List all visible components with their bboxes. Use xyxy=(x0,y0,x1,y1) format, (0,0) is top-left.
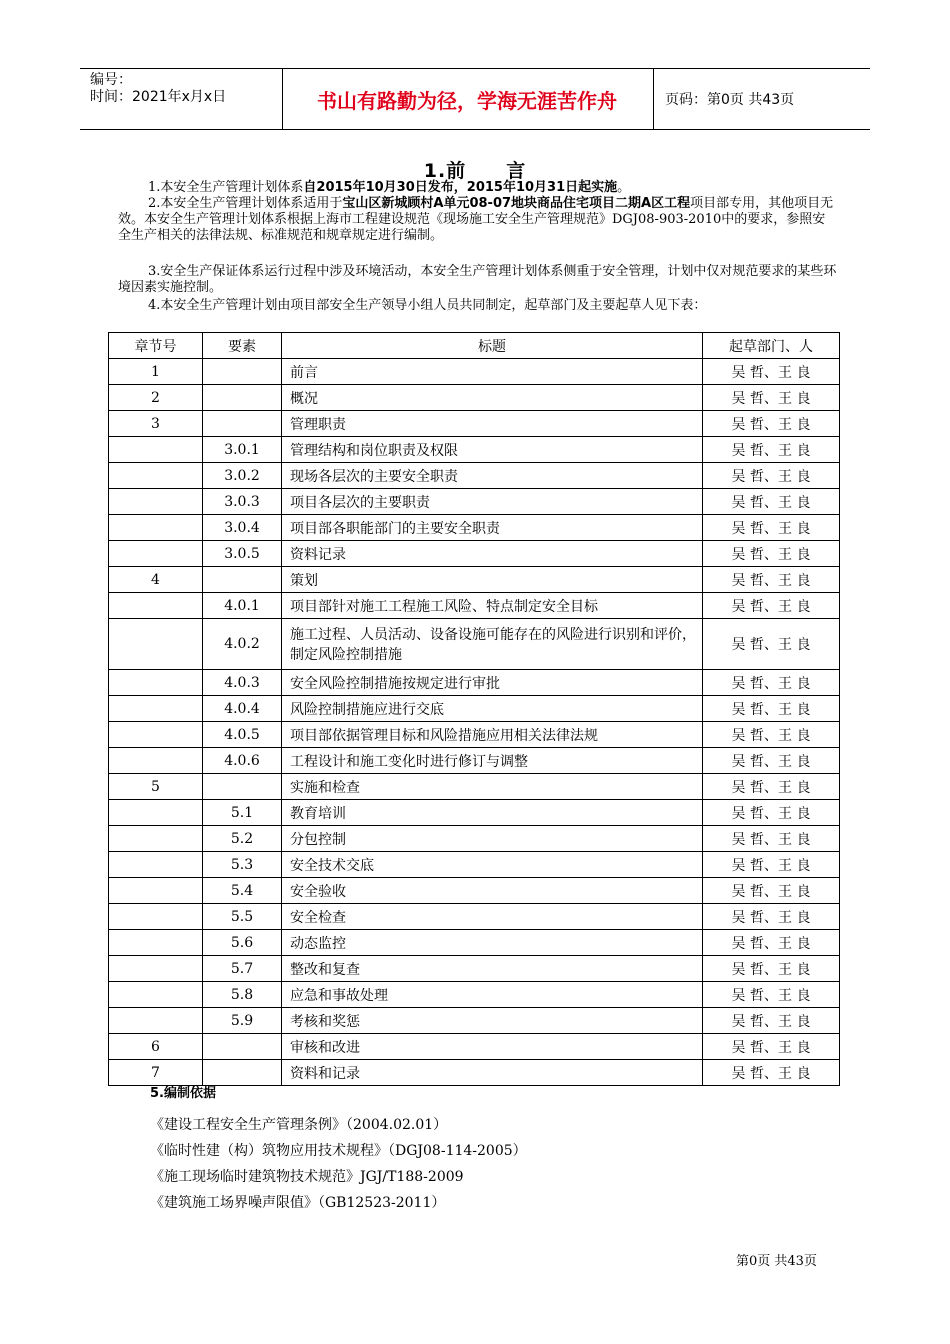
reference-item: 《建设工程安全生产管理条例》（2004.02.01） xyxy=(150,1117,448,1133)
cell-element xyxy=(203,385,282,411)
cell-element: 5.4 xyxy=(203,878,282,904)
table-row xyxy=(109,593,840,619)
cell-title: 施工过程、人员活动、设备设施可能存在的风险进行识别和评价，制定风险控制措施 xyxy=(282,619,703,670)
cell-chapter xyxy=(109,463,203,489)
cell-title: 现场各层次的主要安全职责 xyxy=(282,463,703,489)
cell-title: 项目部针对施工工程施工风险、特点制定安全目标 xyxy=(282,593,703,619)
cell-title: 风险控制措施应进行交底 xyxy=(282,696,703,722)
cell-title: 安全检查 xyxy=(282,904,703,930)
cell-drafter: 吴 哲、王 良 xyxy=(703,826,840,852)
cell-drafter: 吴 哲、王 良 xyxy=(703,567,840,593)
page-footer: 第0页 共43页 xyxy=(736,1254,817,1269)
cell-drafter: 吴 哲、王 良 xyxy=(703,1008,840,1034)
cell-drafter: 吴 哲、王 良 xyxy=(703,878,840,904)
cell-title: 整改和复查 xyxy=(282,956,703,982)
cell-title: 安全验收 xyxy=(282,878,703,904)
cell-drafter: 吴 哲、王 良 xyxy=(703,800,840,826)
header-chapter: 章节号 xyxy=(109,333,203,359)
cell-title: 安全技术交底 xyxy=(282,852,703,878)
cell-drafter: 吴 哲、王 良 xyxy=(703,982,840,1008)
cell-element: 5.6 xyxy=(203,930,282,956)
cell-title: 教育培训 xyxy=(282,800,703,826)
p1-text-a: 1.本安全生产管理计划体系 xyxy=(148,180,304,195)
cell-title: 策划 xyxy=(282,567,703,593)
drafting-table xyxy=(108,332,840,1086)
cell-element: 5.7 xyxy=(203,956,282,982)
cell-drafter: 吴 哲、王 良 xyxy=(703,541,840,567)
table-row xyxy=(109,748,840,774)
cell-drafter: 吴 哲、王 良 xyxy=(703,696,840,722)
cell-drafter: 吴 哲、王 良 xyxy=(703,852,840,878)
table-row xyxy=(109,1008,840,1034)
cell-chapter xyxy=(109,826,203,852)
table-row xyxy=(109,489,840,515)
table-row xyxy=(109,437,840,463)
cell-element: 4.0.6 xyxy=(203,748,282,774)
cell-drafter: 吴 哲、王 良 xyxy=(703,619,840,670)
cell-title: 安全风险控制措施按规定进行审批 xyxy=(282,670,703,696)
cell-element: 4.0.3 xyxy=(203,670,282,696)
cell-title: 概况 xyxy=(282,385,703,411)
header-page-info: 页码：第0页 共43页 xyxy=(665,92,795,108)
table-header-row xyxy=(109,333,840,359)
cell-chapter xyxy=(109,878,203,904)
cell-title: 项目各层次的主要职责 xyxy=(282,489,703,515)
table-row xyxy=(109,982,840,1008)
cell-drafter: 吴 哲、王 良 xyxy=(703,437,840,463)
header-divider-right xyxy=(653,69,654,129)
table-row xyxy=(109,385,840,411)
cell-chapter xyxy=(109,748,203,774)
cell-element: 3.0.3 xyxy=(203,489,282,515)
cell-element: 4.0.1 xyxy=(203,593,282,619)
header-title: 标题 xyxy=(282,333,703,359)
cell-title: 资料和记录 xyxy=(282,1060,703,1086)
cell-drafter: 吴 哲、王 良 xyxy=(703,489,840,515)
table-row xyxy=(109,411,840,437)
cell-drafter: 吴 哲、王 良 xyxy=(703,593,840,619)
cell-drafter: 吴 哲、王 良 xyxy=(703,411,840,437)
table-row xyxy=(109,904,840,930)
cell-drafter: 吴 哲、王 良 xyxy=(703,670,840,696)
p1-date-bold: 自2015年10月30日发布，2015年10月31日起实施 xyxy=(303,180,618,195)
cell-drafter: 吴 哲、王 良 xyxy=(703,904,840,930)
header-code-label: 编号： xyxy=(90,72,132,88)
cell-chapter xyxy=(109,722,203,748)
cell-title: 项目部依据管理目标和风险措施应用相关法律法规 xyxy=(282,722,703,748)
paragraph-2 xyxy=(118,196,838,244)
cell-drafter: 吴 哲、王 良 xyxy=(703,385,840,411)
header-element: 要素 xyxy=(203,333,282,359)
p1-text-c: 。 xyxy=(617,180,631,195)
cell-title: 资料记录 xyxy=(282,541,703,567)
cell-chapter xyxy=(109,515,203,541)
table-row xyxy=(109,852,840,878)
cell-element: 5.5 xyxy=(203,904,282,930)
p2-text-a: 2.本安全生产管理计划体系适用于 xyxy=(148,196,343,211)
cell-drafter: 吴 哲、王 良 xyxy=(703,930,840,956)
paragraph-4: 4.本安全生产管理计划由项目部安全生产领导小组人员共同制定，起草部门及主要起草人见下表： xyxy=(148,298,707,313)
cell-chapter xyxy=(109,541,203,567)
page-header xyxy=(80,68,870,130)
cell-title: 考核和奖惩 xyxy=(282,1008,703,1034)
cell-chapter xyxy=(109,956,203,982)
cell-drafter: 吴 哲、王 良 xyxy=(703,359,840,385)
cell-drafter: 吴 哲、王 良 xyxy=(703,1060,840,1086)
cell-drafter: 吴 哲、王 良 xyxy=(703,515,840,541)
cell-title: 项目部各职能部门的主要安全职责 xyxy=(282,515,703,541)
p2-text-d: 项目部专用，其他项目无效。本安全生产管理计划体系根据上海市工程建设规范《现场施工安全生产管理规范》DGJ08-903-2010中的要求，参照安全生产相关的法律法规、标准规范和规章规定进行编制。 xyxy=(118,196,834,243)
cell-chapter xyxy=(109,800,203,826)
cell-title: 实施和检查 xyxy=(282,774,703,800)
cell-drafter: 吴 哲、王 良 xyxy=(703,722,840,748)
table-row xyxy=(109,800,840,826)
table-row xyxy=(109,515,840,541)
table-row xyxy=(109,541,840,567)
cell-title: 工程设计和施工变化时进行修订与调整 xyxy=(282,748,703,774)
cell-element: 4.0.5 xyxy=(203,722,282,748)
p2-project-bold-2: 工程 xyxy=(664,196,691,211)
cell-element: 3.0.1 xyxy=(203,437,282,463)
cell-chapter xyxy=(109,904,203,930)
cell-chapter xyxy=(109,437,203,463)
table-row xyxy=(109,359,840,385)
cell-chapter xyxy=(109,696,203,722)
cell-chapter: 3 xyxy=(109,411,203,437)
cell-element xyxy=(203,411,282,437)
cell-element: 5.2 xyxy=(203,826,282,852)
cell-element: 4.0.4 xyxy=(203,696,282,722)
cell-title: 管理结构和岗位职责及权限 xyxy=(282,437,703,463)
cell-chapter xyxy=(109,852,203,878)
cell-chapter xyxy=(109,1008,203,1034)
cell-element xyxy=(203,567,282,593)
header-motto: 书山有路勤为径，学海无涯苦作舟 xyxy=(317,88,617,113)
cell-element xyxy=(203,774,282,800)
cell-element: 5.9 xyxy=(203,1008,282,1034)
reference-item: 《施工现场临时建筑物技术规范》JGJ/T188-2009 xyxy=(150,1169,464,1185)
table-row xyxy=(109,567,840,593)
table-row xyxy=(109,1034,840,1060)
cell-chapter: 7 xyxy=(109,1060,203,1086)
cell-element xyxy=(203,1034,282,1060)
table-row xyxy=(109,722,840,748)
cell-chapter: 4 xyxy=(109,567,203,593)
table-row xyxy=(109,696,840,722)
header-time-label: 时间：2021年x月x日 xyxy=(90,89,227,105)
cell-chapter: 2 xyxy=(109,385,203,411)
cell-drafter: 吴 哲、王 良 xyxy=(703,1034,840,1060)
cell-element: 3.0.5 xyxy=(203,541,282,567)
cell-title: 分包控制 xyxy=(282,826,703,852)
cell-drafter: 吴 哲、王 良 xyxy=(703,748,840,774)
table-row xyxy=(109,956,840,982)
cell-title: 应急和事故处理 xyxy=(282,982,703,1008)
cell-chapter: 6 xyxy=(109,1034,203,1060)
cell-title: 前言 xyxy=(282,359,703,385)
cell-element: 5.3 xyxy=(203,852,282,878)
paragraph-3: 3.安全生产保证体系运行过程中涉及环境活动，本安全生产管理计划体系侧重于安全管理，计划中仅对规范要求的某些环境因素实施控制。 xyxy=(118,264,837,295)
section-5-heading: 5.编制依据 xyxy=(150,1086,216,1101)
p2-project-bold: 宝山区新城顾村A单元08-07地块商品住宅项目二期A区 xyxy=(342,196,665,211)
cell-chapter xyxy=(109,982,203,1008)
table-row xyxy=(109,878,840,904)
cell-title: 管理职责 xyxy=(282,411,703,437)
cell-element: 5.1 xyxy=(203,800,282,826)
header-drafter: 起草部门、人 xyxy=(703,333,840,359)
header-meta xyxy=(90,69,285,129)
table-row xyxy=(109,670,840,696)
cell-title: 审核和改进 xyxy=(282,1034,703,1060)
paragraph-1 xyxy=(118,180,838,196)
cell-chapter xyxy=(109,670,203,696)
cell-chapter xyxy=(109,930,203,956)
cell-chapter xyxy=(109,619,203,670)
cell-chapter xyxy=(109,593,203,619)
table-row xyxy=(109,1060,840,1086)
cell-element: 3.0.4 xyxy=(203,515,282,541)
reference-list xyxy=(150,1112,527,1216)
cell-chapter xyxy=(109,489,203,515)
table-row xyxy=(109,619,840,670)
cell-element: 4.0.2 xyxy=(203,619,282,670)
reference-item: 《建筑施工场界噪声限值》（GB12523-2011） xyxy=(150,1195,446,1211)
cell-element xyxy=(203,359,282,385)
cell-chapter: 1 xyxy=(109,359,203,385)
table-row xyxy=(109,463,840,489)
cell-title: 动态监控 xyxy=(282,930,703,956)
section-title: 1.前 言 xyxy=(423,160,527,182)
table-row xyxy=(109,774,840,800)
cell-element: 5.8 xyxy=(203,982,282,1008)
cell-drafter: 吴 哲、王 良 xyxy=(703,463,840,489)
cell-drafter: 吴 哲、王 良 xyxy=(703,956,840,982)
table-row xyxy=(109,930,840,956)
table-row xyxy=(109,826,840,852)
cell-element: 3.0.2 xyxy=(203,463,282,489)
cell-chapter: 5 xyxy=(109,774,203,800)
reference-item: 《临时性建（构）筑物应用技术规程》（DGJ08-114-2005） xyxy=(150,1143,527,1159)
cell-drafter: 吴 哲、王 良 xyxy=(703,774,840,800)
